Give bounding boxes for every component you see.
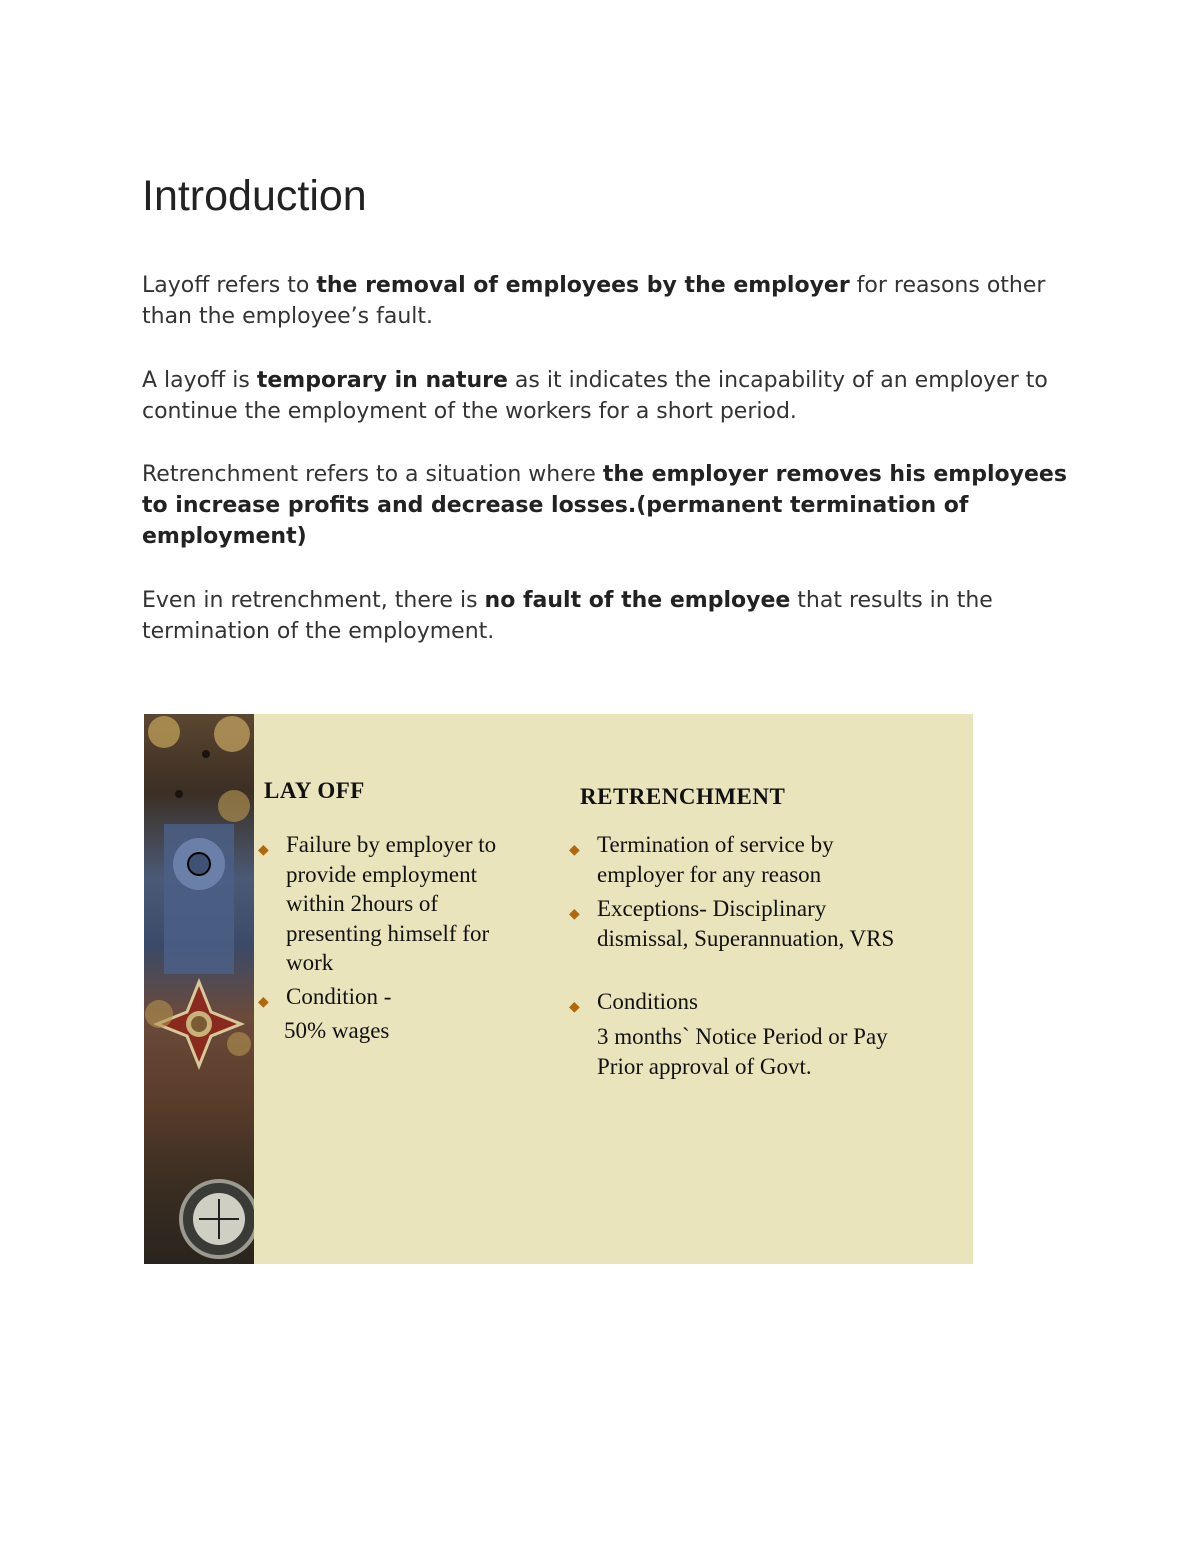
bullet-diamond-icon: ◆ xyxy=(569,1000,580,1015)
layoff-condition-note: 50% wages xyxy=(284,1018,390,1043)
p4-bold: no fault of the employee xyxy=(484,588,791,613)
p4-text: Even in retrenchment, there is xyxy=(142,588,485,613)
retrenchment-bullet-exceptions xyxy=(569,894,917,953)
retrenchment-title: RETRENCHMENT xyxy=(580,784,786,809)
decorative-medal-strip xyxy=(144,714,254,1264)
p1-text: Layoff refers to xyxy=(142,273,317,298)
comparison-slide-image xyxy=(144,714,973,1264)
retrenchment-bullet-conditions xyxy=(569,987,917,1017)
paragraph-retrenchment-definition xyxy=(142,459,1072,552)
paragraph-layoff-definition xyxy=(142,270,1072,332)
medal-illustration xyxy=(144,714,254,1264)
layoff-title: LAY OFF xyxy=(264,778,365,803)
retrenchment-bullet-text: Exceptions- Disciplinary dismissal, Superannuation, VRS xyxy=(597,896,895,951)
paragraph-layoff-temporary xyxy=(142,365,1072,427)
retrenchment-bullet-text: Conditions xyxy=(597,989,698,1014)
retrenchment-condition-note: 3 months` Notice Period or Pay Prior approval of Govt. xyxy=(597,1024,888,1079)
retrenchment-bullet-text: Termination of service by employer for any reason xyxy=(597,832,834,887)
paragraph-retrenchment-no-fault xyxy=(142,585,1072,647)
retrenchment-bullet-termination xyxy=(569,830,917,889)
bullet-diamond-icon: ◆ xyxy=(258,995,269,1010)
page-title: Introduction xyxy=(142,172,367,220)
bullet-diamond-icon: ◆ xyxy=(569,843,580,858)
bullet-diamond-icon: ◆ xyxy=(258,843,269,858)
p2-text: A layoff is xyxy=(142,368,257,393)
p2-bold: temporary in nature xyxy=(256,368,508,393)
p3-bold: the employer removes his employees to increase profits and decrease losses.(permanent termination of employment) xyxy=(142,462,1067,549)
layoff-bullet-text: Condition - xyxy=(286,984,392,1009)
bullet-diamond-icon: ◆ xyxy=(569,907,580,922)
layoff-bullet-failure xyxy=(258,830,526,978)
layoff-bullet-condition xyxy=(258,982,526,1012)
p1-bold: the removal of employees by the employer xyxy=(316,273,850,298)
layoff-bullet-text: Failure by employer to provide employment within 2hours of presenting himself for work xyxy=(286,832,497,975)
p4-text-end: that results in the termination of the employment. xyxy=(142,588,993,644)
p2-text-end: as it indicates the incapability of an employer to continue the employment of the workers for a short period. xyxy=(142,368,1048,424)
p3-text: Retrenchment refers to a situation where xyxy=(142,462,603,487)
p1-text-end: for reasons other than the employee’s fault. xyxy=(142,273,1046,329)
